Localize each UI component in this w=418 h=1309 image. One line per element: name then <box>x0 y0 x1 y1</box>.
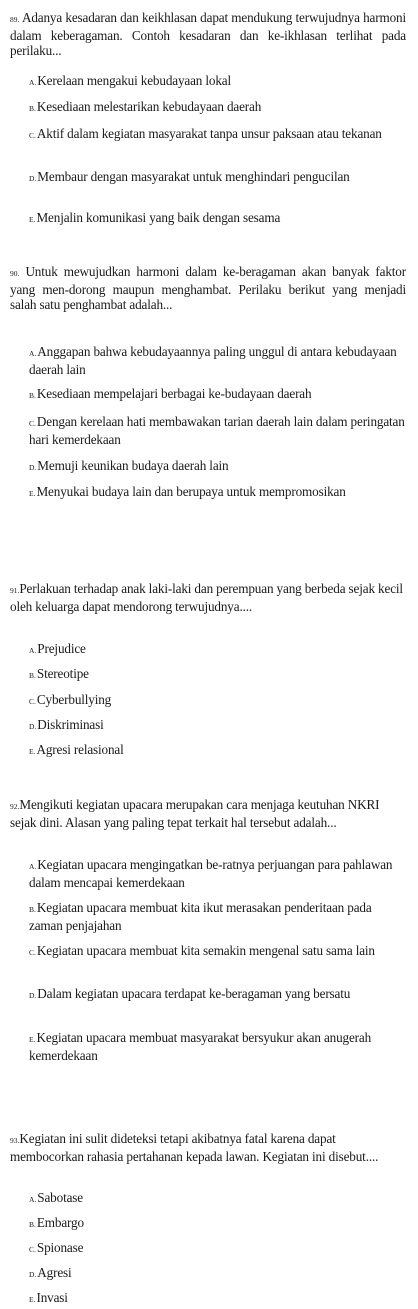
option-letter: B. <box>29 104 36 113</box>
option-letter: D. <box>29 463 37 472</box>
option-a[interactable] <box>29 73 407 91</box>
option-d[interactable] <box>29 986 407 1004</box>
option-letter: C. <box>29 419 36 428</box>
option-text: Embargo <box>36 1215 84 1230</box>
option-letter: B. <box>29 671 36 680</box>
question-text: Adanya kesadaran dan keikhlasan dapat mendukung terwujudnya harmoni dalam keberagaman. Contoh kesadaran dan ke-ikhlasan terlihat pada perilaku... <box>10 10 407 58</box>
option-text: Aktif dalam kegiatan masyarakat tanpa unsur paksaan atau tekanan <box>36 126 382 141</box>
question-number: 93. <box>10 1136 20 1145</box>
option-text: Diskriminasi <box>37 717 104 732</box>
option-letter: E. <box>29 747 36 756</box>
question-text: Untuk mewujudkan harmoni dalam ke-beragaman akan banyak faktor yang men-dorong maupun menghambat. Perilaku berikut yang menjadi salah satu penghambat adalah... <box>10 264 406 312</box>
option-text: Agresi <box>37 1265 72 1280</box>
option-c[interactable] <box>29 692 407 710</box>
option-text: Kegiatan upacara membuat kita ikut merasakan penderitaan pada zaman penjajahan <box>29 900 372 933</box>
option-letter: D. <box>29 991 37 1000</box>
option-letter: E. <box>29 1295 36 1304</box>
option-text: Dalam kegiatan upacara terdapat ke-beragaman yang bersatu <box>37 986 351 1001</box>
option-c[interactable] <box>29 943 407 961</box>
option-e[interactable] <box>29 1030 407 1063</box>
option-text: Kegiatan upacara mengingatkan be-ratnya perjuangan para pahlawan dalam mencapai kemerdekaan <box>29 857 393 890</box>
option-letter: B. <box>29 391 36 400</box>
question-stem <box>10 10 406 59</box>
option-letter: E. <box>29 489 36 498</box>
question-number: 92. <box>10 802 20 811</box>
option-letter: B. <box>29 905 36 914</box>
option-letter: A. <box>29 1195 37 1204</box>
option-c[interactable] <box>29 414 407 447</box>
option-letter: D. <box>29 722 37 731</box>
option-b[interactable] <box>29 666 407 684</box>
question-text: Mengikuti kegiatan upacara merupakan cara menjaga keutuhan NKRI sejak dini. Alasan yang paling tepat terkait hal tersebut adalah... <box>10 797 380 830</box>
question-text: Perlakuan terhadap anak laki-laki dan perempuan yang berbeda sejak kecil oleh keluarga dapat mendorong terwujudnya.... <box>10 581 403 614</box>
option-a[interactable] <box>29 1190 407 1208</box>
question-stem <box>10 797 406 830</box>
option-a[interactable] <box>29 344 407 377</box>
option-letter: A. <box>29 646 37 655</box>
option-c[interactable] <box>29 126 407 144</box>
option-a[interactable] <box>29 857 407 890</box>
option-text: Menjalin komunikasi yang baik dengan sesama <box>36 210 281 225</box>
option-text: Kesediaan melestarikan kebudayaan daerah <box>36 99 262 114</box>
question-text: Kegiatan ini sulit dideteksi tetapi akibatnya fatal karena dapat membocorkan rahasia pertahanan kepada lawan. Kegiatan ini disebut.... <box>10 1131 379 1164</box>
option-text: Kesediaan mempelajari berbagai ke-budayaan daerah <box>36 386 312 401</box>
question-number: 89. <box>10 15 20 24</box>
question-stem <box>10 1131 406 1164</box>
option-letter: C. <box>29 1245 36 1254</box>
option-text: Spionase <box>36 1240 84 1255</box>
option-letter: E. <box>29 215 36 224</box>
option-letter: D. <box>29 1270 37 1279</box>
option-text: Agresi relasional <box>36 742 124 757</box>
option-d[interactable] <box>29 169 407 187</box>
option-text: Invasi <box>36 1290 68 1305</box>
option-text: Membaur dengan masyarakat untuk menghindari pengucilan <box>37 169 350 184</box>
option-b[interactable] <box>29 99 407 117</box>
option-letter: C. <box>29 697 36 706</box>
question-stem <box>10 264 406 313</box>
option-letter: E. <box>29 1035 36 1044</box>
option-e[interactable] <box>29 210 407 228</box>
option-letter: C. <box>29 131 36 140</box>
option-text: Kegiatan upacara membuat masyarakat bersyukur akan anugerah kemerdekaan <box>29 1030 372 1063</box>
option-d[interactable] <box>29 717 407 735</box>
option-text: Sabotase <box>37 1190 83 1205</box>
option-text: Cyberbullying <box>36 692 112 707</box>
option-e[interactable] <box>29 742 407 760</box>
option-text: Memuji keunikan budaya daerah lain <box>37 458 229 473</box>
option-text: Kegiatan upacara membuat kita semakin mengenal satu sama lain <box>36 943 375 958</box>
option-e[interactable] <box>29 484 407 502</box>
option-text: Stereotipe <box>36 666 89 681</box>
option-text: Menyukai budaya lain dan berupaya untuk mempromosikan <box>36 484 346 499</box>
option-letter: B. <box>29 1220 36 1229</box>
option-b[interactable] <box>29 900 407 933</box>
option-b[interactable] <box>29 1215 407 1233</box>
option-c[interactable] <box>29 1240 407 1258</box>
option-b[interactable] <box>29 386 407 404</box>
option-text: Kerelaan mengakui kebudayaan lokal <box>37 73 232 88</box>
option-letter: D. <box>29 174 37 183</box>
option-d[interactable] <box>29 1265 407 1283</box>
option-letter: A. <box>29 78 37 87</box>
question-number: 91. <box>10 586 20 595</box>
question-stem <box>10 581 406 614</box>
option-letter: A. <box>29 349 37 358</box>
question-number: 90. <box>10 269 20 278</box>
option-text: Dengan kerelaan hati membawakan tarian daerah lain dalam peringatan hari kemerdekaan <box>29 414 405 447</box>
option-letter: A. <box>29 862 37 871</box>
option-a[interactable] <box>29 641 407 659</box>
option-text: Prejudice <box>37 641 86 656</box>
option-letter: C. <box>29 948 36 957</box>
option-e[interactable] <box>29 1290 407 1308</box>
option-text: Anggapan bahwa kebudayaannya paling unggul di antara kebudayaan daerah lain <box>29 344 397 377</box>
option-d[interactable] <box>29 458 407 476</box>
